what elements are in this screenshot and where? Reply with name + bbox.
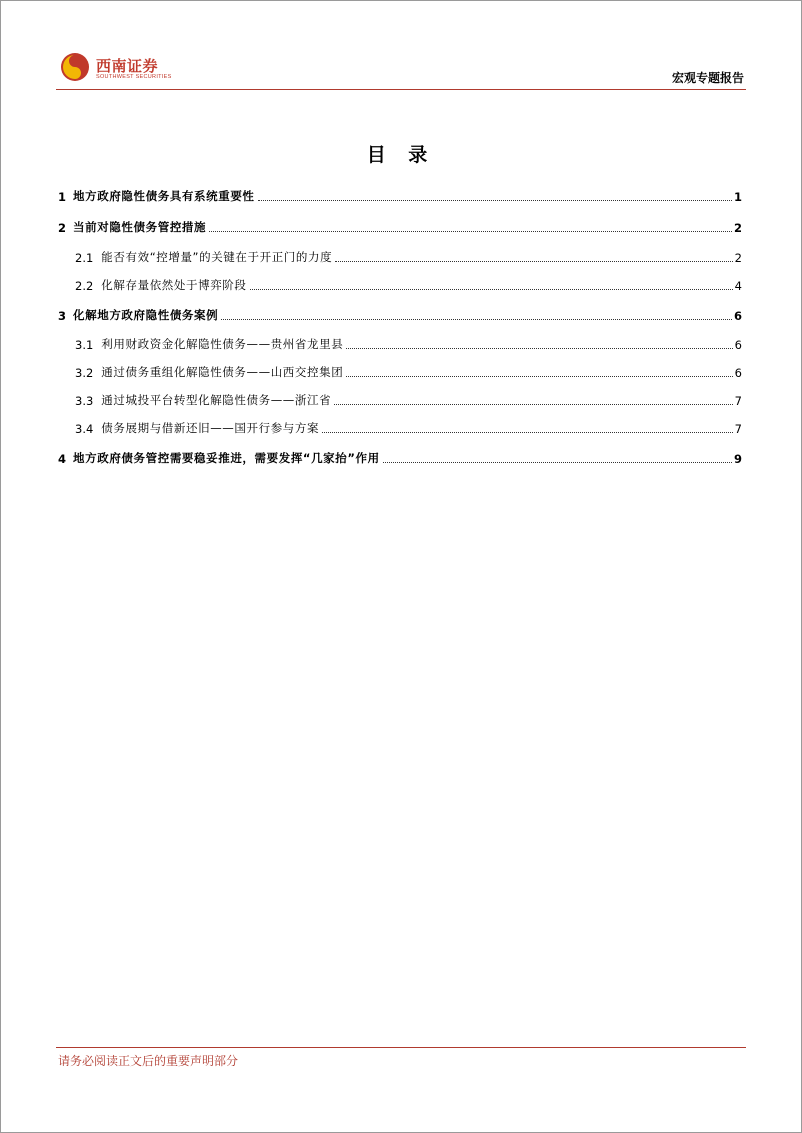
company-logo	[60, 50, 190, 84]
toc-title: 目 录	[366, 144, 436, 166]
toc-entry-number: 3.4	[75, 422, 94, 436]
toc-dot-leader	[346, 348, 732, 349]
header-divider	[56, 89, 746, 90]
footer-divider	[56, 1047, 746, 1048]
logo-english-name: SOUTHWEST SECURITIES	[96, 74, 172, 80]
toc-entry-page: 7	[734, 394, 742, 408]
toc-entry-1[interactable]	[58, 186, 742, 204]
toc-entry-page: 6	[733, 309, 742, 323]
toc-entry-page: 1	[733, 190, 742, 204]
toc-entry-4[interactable]	[58, 448, 742, 466]
toc-dot-leader	[221, 319, 732, 320]
toc-dot-leader	[383, 462, 732, 463]
toc-entry-3-4[interactable]	[58, 418, 742, 436]
toc-entry-number: 3	[58, 309, 67, 323]
toc-entry-number: 2	[58, 221, 67, 235]
toc-entry-text: 通过城投平台转型化解隐性债务——浙江省	[101, 393, 332, 407]
toc-dot-leader	[209, 231, 732, 232]
report-type: 宏观专题报告	[671, 71, 744, 85]
toc-entry-text: 能否有效“控增量”的关键在于开正门的力度	[101, 250, 333, 264]
toc-entry-text: 利用财政资金化解隐性债务——贵州省龙里县	[101, 337, 344, 351]
toc-entry-3-1[interactable]	[58, 334, 742, 352]
page-header	[56, 46, 746, 90]
toc-dot-leader	[258, 200, 732, 201]
toc-dot-leader	[334, 404, 732, 405]
toc-entry-page: 6	[734, 366, 742, 380]
toc-entry-page: 9	[733, 452, 742, 466]
toc-entry-page: 6	[734, 338, 742, 352]
toc-entry-page: 2	[733, 221, 742, 235]
toc-entry-number: 1	[58, 190, 67, 204]
toc-entry-number: 3.3	[75, 394, 94, 408]
toc-entry-number: 3.1	[75, 338, 94, 352]
toc-entry-text: 地方政府债务管控需要稳妥推进，需要发挥“几家抬”作用	[73, 451, 380, 465]
toc-entry-text: 通过债务重组化解隐性债务——山西交控集团	[101, 365, 344, 379]
toc-dot-leader	[322, 432, 733, 433]
logo-emblem-icon	[60, 52, 90, 82]
toc-entry-number: 4	[58, 452, 67, 466]
toc-entry-page: 7	[734, 422, 742, 436]
toc-entry-text: 地方政府隐性债务具有系统重要性	[73, 189, 255, 203]
toc-entry-text: 化解地方政府隐性债务案例	[73, 308, 219, 322]
footer-disclaimer: 请务必阅读正文后的重要声明部分	[58, 1054, 239, 1068]
toc-dot-leader	[250, 289, 733, 290]
toc-dot-leader	[335, 261, 732, 262]
toc-entry-2-2[interactable]	[58, 275, 742, 293]
toc-dot-leader	[346, 376, 732, 377]
toc-entry-page: 2	[734, 251, 742, 265]
toc-entry-3-3[interactable]	[58, 390, 742, 408]
toc-entry-text: 债务展期与借新还旧——国开行参与方案	[101, 421, 320, 435]
toc-entry-page: 4	[734, 279, 742, 293]
toc-entry-text: 化解存量依然处于博弈阶段	[101, 278, 247, 292]
toc-entry-2-1[interactable]	[58, 247, 742, 265]
toc-entry-number: 2.2	[75, 279, 94, 293]
toc-entry-3[interactable]	[58, 305, 742, 323]
toc-entry-3-2[interactable]	[58, 362, 742, 380]
toc-entry-2[interactable]	[58, 217, 742, 235]
logo-chinese-name: 西南证券	[96, 57, 159, 75]
toc-entry-number: 2.1	[75, 251, 94, 265]
toc-entry-number: 3.2	[75, 366, 94, 380]
toc-entry-text: 当前对隐性债务管控措施	[73, 220, 207, 234]
